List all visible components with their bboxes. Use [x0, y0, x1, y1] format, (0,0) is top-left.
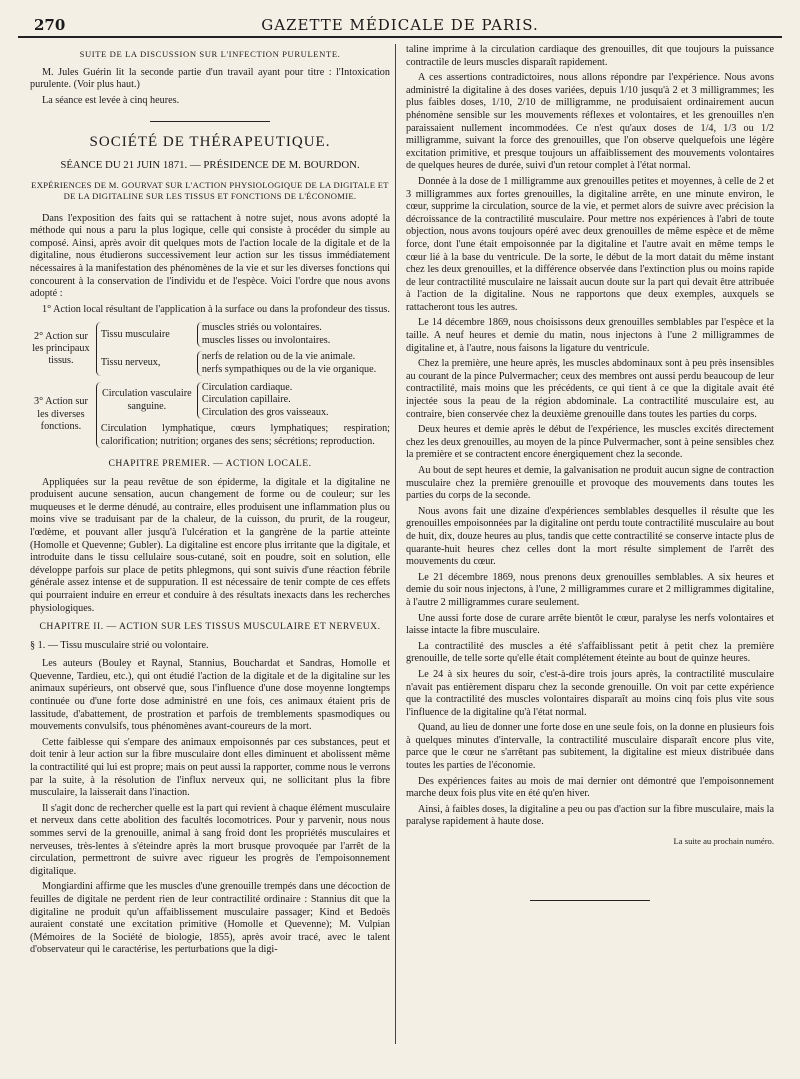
column-divider [395, 44, 396, 1044]
paragraph: Appliquées sur la peau revêtue de son épiderme, la digitale et la digitaline ne produisent aucune sensation, aucun changement de forme ou de couleur; sur les muqueuses et le derme dénudé, au contraire, elles produisent une inflammation plus ou moins vive se traduisant par de la chaleur, de la cuisson, du prurit, de la rougeur, l'œdème, et pouvant aller jusqu'à l'ulcération et la gangrène de la partie atteinte (Homolle et Quevenne; Gubler). La digitaline est encore plus irritante que la digitale, et introduite dans le tissu cellulaire sous-cutané, soit en poudre, soit en solution, elle développe parfois sur place de petits phlegmons, qui sont suivis d'une réaction fébrile générale assez intense et de suppuration. Il est nécessaire de tenir compte de ces effets qui pourraient induire en erreur et conduire à des résultats inexacts dans les recherches physiologiques. [30, 476, 390, 614]
paragraph: M. Jules Guérin lit la seconde partie d'un travail ayant pour titre : l'Intoxication purulente. (Voir plus haut.) [30, 66, 390, 91]
table-row-label: Circulation vasculaire sanguine. [101, 388, 192, 412]
paragraph: A ces assertions contradictoires, nous allons répondre par l'expérience. Nous avons administré la digitaline à des doses variées, depuis 1/10 jusqu'à 2 et 3 milligrammes; les plus faibles doses, 1/10, 2/10 de milligramme, ne produisaient ordinairement aucun phénomène sensible sur les mouvements réflexes et volontaires, et les grenouilles n'en paraissaient nullement incommodées. Ce n'est qu'aux doses de 1/4, 1/3 ou 1/2 milligramme, suivant la force des grenouilles, que l'on observe quelquefois une légère excitation primitive, et presque toujours un affaiblissement des mouvements volontaires de quelques heures de durée, suivi d'un retour complet à l'état normal. [406, 72, 774, 172]
paragraph: Donnée à la dose de 1 milligramme aux grenouilles petites et moyennes, à celle de 2 et 3 milligrammes aux fortes grenouilles, la digitaline arrête, en une minute environ, le cœur, supprime la circulation, source de la vie, et permet alors de suivre avec précision la décroissance de la contractilité musculaire. Pour mettre nos expériences à l'abri de toute objection, nous avons toujours opéré avec deux grenouilles de même espèce et de même force, dont l'une était empoisonnée par la digitaline et l'autre avait en même temps le cœur lié à la base du ventricule. De la sorte, le début de la mort datait du même instant chez les deux grenouilles, et la différence observée dans l'extinction plus ou moins rapide de leur contractilité musculaire ne laissait aucun doute sur la part qui devait être attribuée à l'action de la digitaline. Nous ne rapportons que deux exemples, auxquels se rattacheront tous les autres. [406, 175, 774, 313]
section-heading: § 1. — Tissu musculaire strié ou volontaire. [30, 639, 209, 651]
table-row-label: Tissu nerveux, [100, 357, 161, 369]
paragraph: La contractilité des muscles a été s'affaiblissant petit à petit chez la première grenouille, de telle sorte qu'elle était complétement éteinte au bout de quinze heures. [406, 640, 774, 665]
society-title: SOCIÉTÉ DE THÉRAPEUTIQUE. [89, 134, 331, 151]
paragraph: Nous avons fait une dizaine d'expériences semblables desquelles il résulte que les grenouilles empoisonnées par la digitaline ont perdu toute contractilité musculaire au bout de huit, dix, douze heures au plus, tandis que cette contractilité se conserve intacte plus de quarante-huit heures chez celles dont la mort résulte simplement de l'arrêt des mouvements du cœur. [406, 505, 774, 568]
table-item: muscles striés ou volontaires. [201, 322, 322, 334]
page-header [18, 14, 782, 38]
paragraph: Deux heures et demie après le début de l'expérience, les muscles excités directement chez les deux grenouilles, au moyen de la pince Pulvermacher, sont à peine sensibles chez la première et se contractent encore énergiquement chez la seconde. [406, 424, 774, 461]
paragraph: Les auteurs (Bouley et Raynal, Stannius, Bouchardat et Sandras, Homolle et Quevenne, Tardieu, etc.), qui ont étudié l'action de la digitale et de la digitaline sur les animaux supérieurs, ont observé que, sous l'influence d'une dose moyenne longtemps continuée ou d'une forte dose administré en une fois, ces animaux étaient pris de lassitude, d'abattement, de prostration et parfois de tremblements spasmodiques ou mouvements convulsifs, tous phénomènes avant-coureurs de la mort. [30, 658, 390, 733]
paragraph: Une aussi forte dose de curare arrête bientôt le cœur, paralyse les nerfs volontaires et laisse intacte la fibre musculaire. [406, 612, 774, 637]
paragraph: Le 14 décembre 1869, nous choisissons deux grenouilles semblables par l'espèce et la taille. A neuf heures et demie du matin, nous injectons à l'une 2 milligrammes de digitaline et, à l'autre, nous faisons la ligature du ventricule. [406, 317, 774, 354]
table-row-label: Tissu musculaire [100, 328, 170, 340]
paragraph: Le 21 décembre 1869, nous prenons deux grenouilles semblables. A six heures et demie du soir nous injectons, à l'une, 2 milligrammes curare et 2 milligrammes digitaline, à l'autre 2 milligrammes curare seulement. [406, 571, 774, 608]
table-item: Circulation lymphatique, cœurs lymphatiques; respiration; calorification; nutrition; organes des sens; sécrétions; reproduction. [100, 423, 390, 447]
end-rule [530, 900, 650, 901]
table-group-fonctions [30, 382, 390, 448]
paragraph: 1° Action local résultant de l'application à la surface ou dans la profondeur des tissus. [42, 303, 390, 315]
paragraph: taline imprime à la circulation cardiaque des grenouilles, dit que toujours la puissance contractile de leurs muscles disparaît rapidement. [406, 44, 774, 68]
table-group-label: 2° Action sur les principaux tissus. [32, 330, 90, 367]
chapter-heading: CHAPITRE PREMIER. — ACTION LOCALE. [108, 457, 312, 469]
table-item: nerfs sympathiques ou de la vie organique. [201, 363, 377, 375]
table-item: muscles lisses ou involontaires. [201, 334, 331, 346]
page-number: 270 [34, 16, 66, 34]
right-column [406, 44, 774, 901]
paragraph: Il s'agit donc de rechercher quelle est la part qui revient à chaque élément musculaire et nerveux dans cette abolition des facultés locomotrices. Pour y parvenir, nous nous sommes servi de la grenouille, animal à sang froid dont les propriétés musculaires et nerveuses, très-lentes à s'éteindre après la mort brusque provoquée par l'arrêt de la circulation, permettront de suivre avec rigueur les progrès de l'empoisonnement digitalique. [30, 802, 390, 877]
seance-line: SÉANCE DU 21 JUIN 1871. — PRÉSIDENCE DE M. BOURDON. [60, 158, 360, 171]
paragraph: Chez la première, une heure après, les muscles abdominaux sont à peu près insensibles au courant de la pince Pulvermacher; ceux des membres ont aussi perdu beaucoup de leur contractilité, mais moins que les précédents, ce qui tient à ce que la digitale avait été injectée sous la peau de la région abdominale. La contractilité musculaire est, au contraire, bien conservée chez la deuxième grenouille dans toutes les parties du corps. [406, 358, 774, 420]
section-rule [150, 121, 270, 122]
table-group-label: 3° Action sur les diverses fonctions. [33, 396, 88, 433]
paragraph: Le 24 à six heures du soir, c'est-à-dire trois jours après, la contractilité musculaire n'avait pas entièrement disparu chez la seconde grenouille. On voit par cette expérience que la contractilité des muscles volontaires disparaît au moins cinq fois plus vite sous l'influence de la digitaline qu'à l'état normal. [406, 668, 774, 718]
paragraph: Cette faiblesse qui s'empare des animaux empoisonnés par ces substances, peut et doit tenir à leur action sur la fibre musculaire dont elles diminuent et abolissent même la contractilité qui lui est propre; mais on peut aussi la rapporter, comme nous le verrons par la suite, à la résolution de l'influx nerveux qui, ne sollicitant plus la fibre musculaire, la laisserait dans l'inaction. [30, 736, 391, 799]
table-item: Circulation cardiaque. [201, 381, 293, 393]
table-item: Circulation des gros vaisseaux. [201, 406, 329, 418]
table-item: Circulation capillaire. [201, 394, 291, 406]
article-subheading: EXPÉRIENCES DE M. GOURVAT SUR L'ACTION PHYSIOLOGIQUE DE LA DIGITALE ET DE LA DIGITALINE SUR LES TISSUS ET FONCTIONS DE L'ÉCONOMIE. [31, 179, 389, 202]
paragraph: Mongiardini affirme que les muscles d'une grenouille trempés dans une décoction de feuilles de digitale ne perdent rien de leur contractilité ordinaire : Stannius dit que la digitaline ne produit qu'un affaiblissement musculaire passager; Kind et Bedoës auraient constaté une excitation primitive (Homolle et Quevenne); M. Vulpian (Mémoires de la Société de biologie, 1855), après avoir tracé, avec le talent d'observateur qui le caractérise, les perturbations que la digi- [30, 881, 390, 956]
chapter-heading: CHAPITRE II. — ACTION SUR LES TISSUS MUSCULAIRE ET NERVEUX. [39, 621, 381, 633]
paragraph: Quand, au lieu de donner une forte dose en une seule fois, on la donne en plusieurs fois à quelques minutes d'intervalle, la contractilité musculaire disparaît encore plus vite, parce que le cœur ne s'arrêtant pas subitement, la digitaline est mieux distribuée dans toutes les parties de l'économie. [406, 722, 774, 772]
left-column [30, 44, 390, 960]
continuation-note: La suite au prochain numéro. [673, 836, 774, 847]
paragraph: Au bout de sept heures et demie, la galvanisation ne produit aucun signe de contraction musculaire chez la première grenouille et provoque des mouvements dans toutes les parties du corps de la seconde. [406, 465, 774, 502]
paragraph: Dans l'exposition des faits qui se rattachent à notre sujet, nous avons adopté la méthode qui nous a paru la plus logique, celle qui consiste à procéder du simple au composé. Ainsi, après avoir dit quelques mots de l'action locale de la digitale et de la digitaline, nous étudierons successivement leur action sur les tissus immédiatement nécessaires à la manifestation des phénomènes de la vie et sur les diverses fonctions qui concourent à la conservation de l'individu et de l'espèce. Voici l'ordre que nous avons adopté : [30, 212, 390, 300]
paragraph: Des expériences faites au mois de mai dernier ont démontré que l'empoisonnement marche deux fois plus vite en été qu'en hiver. [406, 775, 774, 800]
table-group-tissus [30, 322, 390, 376]
discussion-heading: SUITE DE LA DISCUSSION SUR L'INFECTION PURULENTE. [79, 49, 341, 59]
paragraph: Ainsi, à faibles doses, la digitaline a peu ou pas d'action sur la fibre musculaire, mais la paralyse rapidement à haute dose. [406, 803, 774, 828]
running-title: GAZETTE MÉDICALE DE PARIS. [261, 16, 539, 34]
paragraph: La séance est levée à cinq heures. [42, 94, 180, 106]
table-item: nerfs de relation ou de la vie animale. [201, 351, 356, 363]
classification-table [30, 322, 390, 448]
